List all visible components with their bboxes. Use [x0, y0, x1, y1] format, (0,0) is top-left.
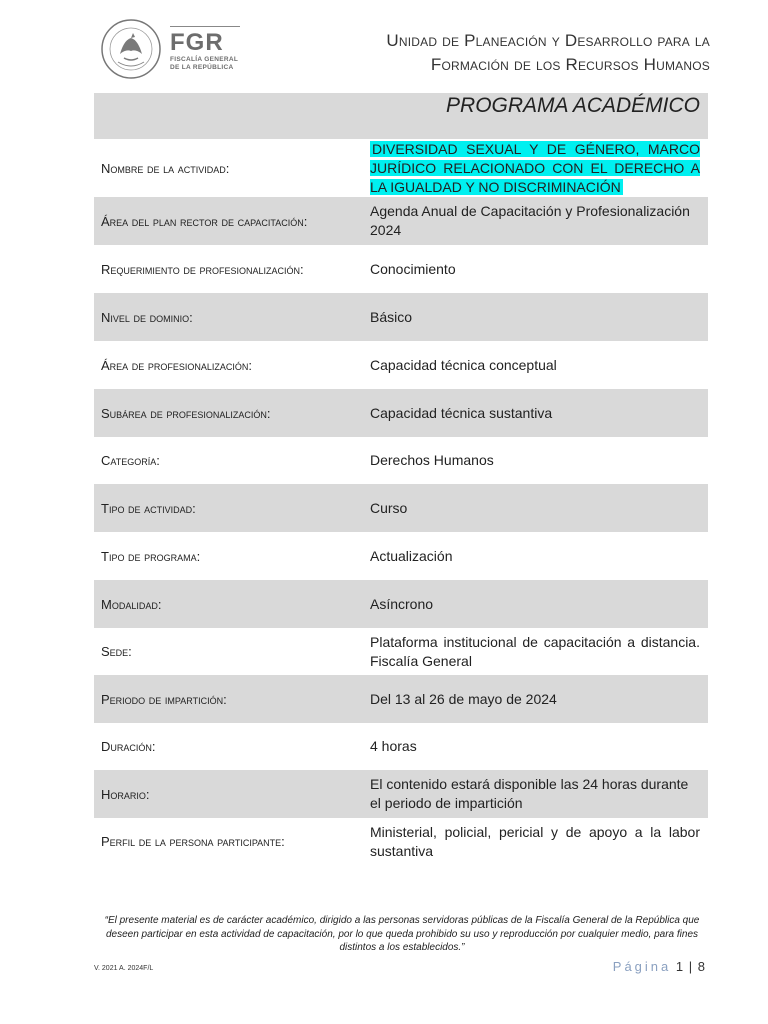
table-row — [94, 770, 708, 818]
row-value: Capacidad técnica conceptual — [370, 356, 557, 373]
row-value: Derechos Humanos — [370, 452, 494, 468]
row-value: Actualización — [370, 547, 453, 564]
disclaimer-note: “El presente material es de carácter académico, dirigido a las personas servidoras públicas de la Fiscalía General de la República que deseen participar en esta actividad de capacitación, por lo que queda prohibido su uso y reproducción por cualquier medio, para fines distintos a los establecidos.” — [104, 915, 700, 953]
table-row — [94, 723, 708, 770]
row-label: Nombre de la actividad: — [101, 160, 230, 176]
page-total: 8 — [697, 959, 706, 974]
row-value: Conocimiento — [370, 260, 456, 277]
unit-title — [386, 29, 710, 77]
row-label: Tipo de actividad: — [101, 500, 196, 516]
program-title: PROGRAMA ACADÉMICO — [446, 94, 700, 117]
page-number — [613, 959, 706, 974]
table-row — [94, 484, 708, 532]
row-value: Asíncrono — [370, 595, 434, 612]
row-label: Perfil de la persona participante: — [101, 834, 285, 849]
row-label: Tipo de programa: — [101, 548, 201, 564]
row-label: Duración: — [101, 739, 156, 754]
row-value: Básico — [370, 308, 413, 325]
row-value: 4 horas — [370, 738, 417, 754]
row-label: Nivel de dominio: — [101, 309, 193, 325]
document-header — [94, 14, 710, 84]
table-row — [94, 580, 708, 628]
table-row — [94, 245, 708, 293]
row-value: Ministerial, policial, pericial y de apoyo a la labor sustantiva — [370, 823, 700, 859]
row-label: Periodo de impartición: — [101, 691, 227, 707]
row-value: El contenido estará disponible las 24 horas durante el periodo de impartición — [370, 776, 689, 811]
row-label: Horario: — [101, 786, 150, 802]
row-value: Del 13 al 26 de mayo de 2024 — [370, 690, 557, 707]
program-title-bar — [94, 93, 708, 139]
table-row — [94, 293, 708, 341]
version-code: V. 2021 A. 2024F/L — [94, 965, 154, 972]
logo-text: FGR — [170, 29, 224, 56]
page-separator: | — [688, 959, 694, 974]
table-row — [94, 818, 708, 865]
row-value — [362, 140, 708, 197]
row-label: Modalidad: — [101, 596, 162, 612]
row-label: Categoría: — [101, 453, 160, 468]
row-value: Capacidad técnica sustantiva — [370, 404, 553, 421]
mexico-seal-icon — [100, 18, 162, 80]
table-row — [94, 532, 708, 580]
row-value: Curso — [370, 499, 408, 516]
unit-title-line-2: Formación de los Recursos Humanos — [430, 55, 710, 74]
row-label: Requerimiento de profesionalización: — [101, 261, 304, 277]
page-word: Página — [612, 959, 672, 974]
table-row — [94, 389, 708, 437]
table-row — [94, 628, 708, 675]
unit-title-line-1: Unidad de Planeación y Desarrollo para la — [386, 31, 710, 50]
table-row — [94, 437, 708, 484]
table-row — [94, 197, 708, 245]
logo-subtitle-1: FISCALÍA GENERAL — [170, 56, 239, 63]
table-row — [94, 675, 708, 723]
row-label: Área del plan rector de capacitación: — [101, 213, 308, 229]
table-row — [94, 341, 708, 389]
program-table — [94, 139, 708, 865]
logo-subtitle-2: DE LA REPÚBLICA — [170, 64, 234, 71]
activity-name-highlight: DIVERSIDAD SEXUAL Y DE GÉNERO, MARCO JURÍDICO RELACIONADO CON EL DERECHO A LA IGUALDAD Y NO DISCRIMINACIÓN — [370, 140, 700, 195]
row-label: Área de profesionalización: — [101, 357, 253, 373]
fgr-logo — [170, 26, 240, 72]
row-value: Agenda Anual de Capacitación y Profesionalización 2024 — [370, 203, 690, 238]
row-label: Sede: — [101, 644, 132, 659]
page-current: 1 — [675, 959, 685, 974]
row-label: Subárea de profesionalización: — [101, 405, 271, 421]
table-row — [94, 139, 708, 197]
row-value: Plataforma institucional de capacitación a distancia. Fiscalía General — [370, 633, 700, 669]
